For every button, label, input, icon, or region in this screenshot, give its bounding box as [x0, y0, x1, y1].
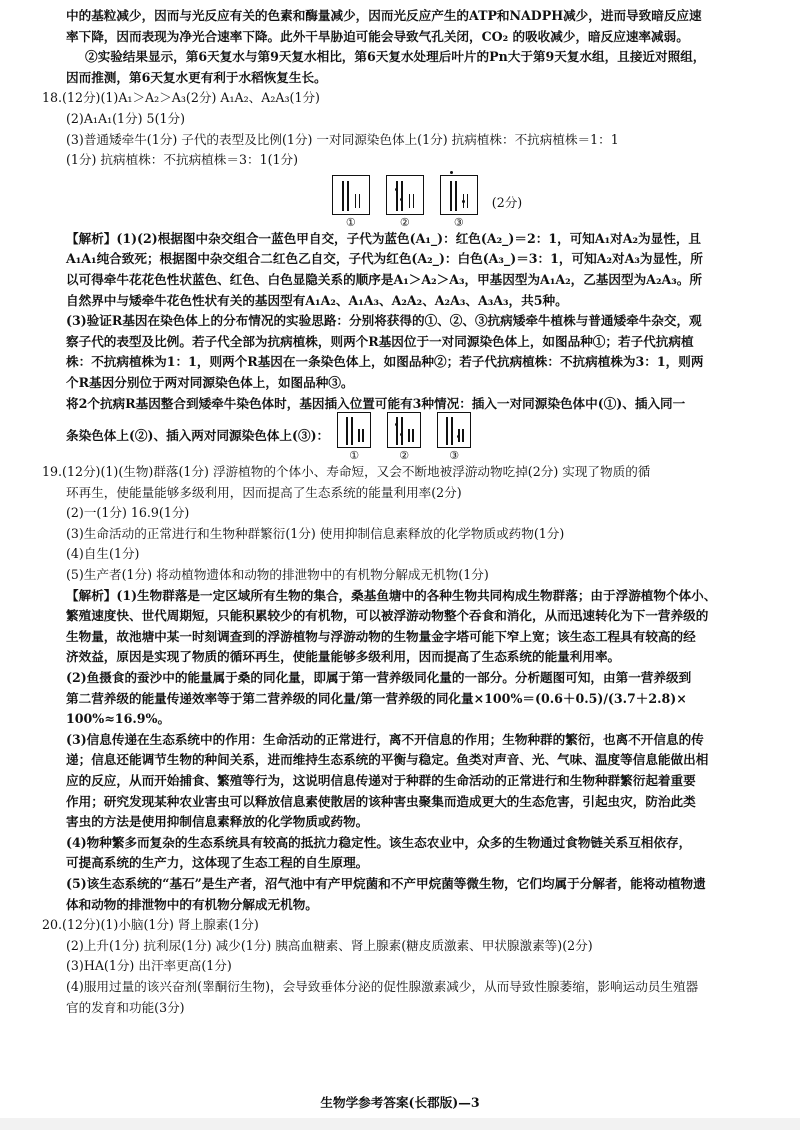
q20-answer-line: (4)服用过量的该兴奋剂(睾酮衍生物)，会导致垂体分泌的促性腺激素减少，从而导致性腺萎缩，影响运动员生殖器	[66, 978, 699, 994]
q18-analysis-line: 自然界中与矮牵牛花色性状有关的基因型有A₁A₂、A₁A₃、A₂A₂、A₂A₃、A₃A₃，共5种。	[66, 292, 568, 308]
q19-analysis-line: 100%≈16.9%。	[66, 711, 171, 727]
diagram-label: ③	[449, 449, 460, 463]
text-line: 因而推测，第6天复水更有利于水稻恢复生长。	[66, 69, 327, 85]
q19-answer-line: 环再生，使能量能够多级利用，因而提高了生态系统的能量利用率(2分)	[66, 484, 462, 500]
q20-answer-line: 20.(12分)(1)小脑(1分) 肾上腺素(1分)	[42, 917, 259, 933]
q19-analysis-line: 生物量，故池塘中某一时刻调查到的浮游植物与浮游动物的生物量金字塔可能下窄上宽；该生态工程具有较高的经	[66, 628, 696, 644]
q18-analysis-line: 【解析】(1)(2)根据图中杂交组合一蓝色甲自交，子代为蓝色(A₁_)：红色(A₂_)＝2：1，可知A₁对A₂为显性，且	[66, 230, 702, 246]
q18-analysis-line: 个R基因分别位于两对同源染色体上，如图品种③。	[66, 374, 354, 390]
diagram-label: ①	[345, 215, 356, 229]
diagram-label: ①	[349, 449, 360, 463]
chromosome-diagram-1	[337, 412, 371, 462]
q19-analysis-line: (5)该生态系统的“基石”是生产者，沼气池中有产甲烷菌和不产甲烷菌等微生物，它们均属于分解者，能将动植物遗	[66, 875, 706, 891]
q19-analysis-line: 作用；研究发现某种农业害虫可以释放信息素使散居的该种害虫聚集而造成更大的生态危害，引起虫灾，防治此类	[66, 793, 696, 809]
q19-answer-line: (2)一(1分) 16.9(1分)	[66, 505, 190, 521]
q19-analysis-line: (3)信息传递在生态系统中的作用：生命活动的正常进行，离不开信息的作用；生物种群的繁衍，也离不开信息的传	[66, 731, 704, 747]
q18-analysis-line: 株：不抗病植株为1：1，则两个R基因在一条染色体上，如图品种②；若子代抗病植株：不抗病植株为3：1，则两	[66, 354, 704, 370]
q19-analysis-line: 第二营养级的能量传递效率等于第二营养级的同化量/第一营养级的同化量×100%＝(0.6＋0.5)/(3.7＋2.8)×	[66, 690, 687, 706]
q19-answer-line: (4)自生(1分)	[66, 546, 140, 562]
q18-answer-line: (1分) 抗病植株：不抗病植株＝3：1(1分)	[66, 152, 299, 168]
q19-analysis-line: 体和动物的排泄物中的有机物分解成无机物。	[66, 896, 318, 912]
q19-analysis-line: 害虫的方法是使用抑制信息素释放的化学物质或药物。	[66, 814, 369, 830]
q18-answer-line: (2)A₁A₁(1分) 5(1分)	[66, 110, 186, 126]
q19-answer-line: (5)生产者(1分) 将动植物遗体和动物的排泄物中的有机物分解成无机物(1分)	[66, 567, 489, 583]
text-line: 中的基粒减少，因而与光反应有关的色素和酶量减少，因而光反应产生的ATP和NADPH减少，进而导致暗反应速	[66, 8, 702, 23]
q19-analysis-line: 递；信息还能调节生物的种间关系，进而维持生态系统的平衡与稳定。鱼类对声音、光、气味、温度等信息能做出相	[66, 752, 709, 768]
chromosome-diagram-2	[387, 412, 421, 462]
q19-analysis-line: 可提高系统的生产力，这体现了生态工程的自生原理。	[66, 855, 369, 871]
q18-chromosome-figure	[66, 171, 740, 229]
diagram-label: ②	[399, 449, 410, 463]
q18-analysis-line: 将2个抗病R基因整合到矮牵牛染色体时，基因插入位置可能有3种情况：插入一对同源染色体中(①)、插入同一	[66, 395, 686, 411]
q19-answer-line: 19.(12分)(1)(生物)群落(1分) 浮游植物的个体小、寿命短，又会不断地被浮游动物吃掉(2分) 实现了物质的循	[42, 464, 651, 480]
q18-analysis-line: 条染色体上(②)、插入两对同源染色体上(③)：	[66, 427, 330, 443]
q18-inline-figure	[66, 414, 740, 462]
figure-score: (2分)	[491, 194, 523, 210]
q19-analysis-line: 【解析】(1)生物群落是一定区域所有生物的集合，桑基鱼塘中的各种生物共同构成生物群落；由于浮游植物个体小、	[66, 587, 717, 603]
q18-answer-line: (3)普通矮牵牛(1分) 子代的表型及比例(1分) 一对同源染色体上(1分) 抗病植株：不抗病植株＝1：1	[66, 131, 619, 147]
diagram-label: ③	[453, 215, 464, 229]
q19-analysis-line: 繁殖速度快、世代周期短，只能积累较少的有机物，可以被浮游动物整个吞食和消化，从而迅速转化为下一营养级的	[66, 608, 709, 624]
bottom-band	[0, 1118, 800, 1130]
chromosome-diagram-2	[386, 175, 424, 229]
page-footer: 生物学参考答案(长郡版)—3	[320, 1095, 480, 1110]
q19-answer-line: (3)生命活动的正常进行和生物种群繁衍(1分) 使用抑制信息素释放的化学物质或药物(1分)	[66, 525, 565, 541]
chromosome-diagram-3	[437, 412, 471, 462]
q18-analysis-line: 察子代的表型及比例。若子代全部为抗病植株，则两个R基因位于一对同源染色体上，如图品种①；若子代抗病植	[66, 333, 694, 349]
q20-answer-line: (2)上升(1分) 抗利尿(1分) 减少(1分) 胰高血糖素、肾上腺素(糖皮质激素、甲状腺激素等)(2分)	[66, 937, 593, 953]
q20-answer-line: (3)HA(1分) 出汗率更高(1分)	[66, 958, 232, 974]
q18-analysis-line: A₁A₁纯合致死；根据图中杂交组合二红色乙自交，子代为红色(A₂_)：白色(A₃_)＝3：1，可知A₂对A₃为显性，所	[66, 251, 703, 267]
q19-analysis-line: 应的反应，从而开始捕食、繁殖等行为，这说明信息传递对于种群的生命活动的正常进行和生物种群繁衍起着重要	[66, 773, 696, 788]
q19-analysis-line: (2)鱼摄食的蚕沙中的能量属于桑的同化量，即属于第一营养级同化量的一部分。分析题图可知，由第一营养级到	[66, 670, 692, 686]
q18-analysis-line: 以可得牵牛花花色性状蓝色、红色、白色显隐关系的顺序是A₁＞A₂＞A₃，甲基因型为A₁A₂，乙基因型为A₂A₃。所	[66, 271, 702, 287]
chromosome-diagram-1	[332, 175, 370, 229]
q20-answer-line: 官的发育和功能(3分)	[66, 999, 185, 1015]
text-line: 率下降，因而表现为净光合速率下降。此外干旱胁迫可能会导致气孔关闭，CO₂ 的吸收减少，暗反应速率减弱。	[66, 28, 689, 44]
q18-answer-line: 18.(12分)(1)A₁＞A₂＞A₃(2分) A₁A₂、A₂A₃(1分)	[42, 90, 320, 106]
q19-analysis-line: 济效益，原因是实现了物质的循环再生，使能量能够多级利用，因而提高了生态系统的能量利用率。	[66, 649, 621, 665]
q18-analysis-line: (3)验证R基因在染色体上的分布情况的实验思路：分别将获得的①、②、③抗病矮牵牛植株与普通矮牵牛杂交，观	[66, 313, 702, 329]
text-line: ②实验结果显示，第6天复水与第9天复水相比，第6天复水处理后叶片的Pn大于第9天复水组，且接近对照组，	[85, 49, 706, 65]
chromosome-diagram-3	[440, 175, 478, 229]
q19-analysis-line: (4)物种繁多而复杂的生态系统具有较高的抵抗力稳定性。该生态农业中，众多的生物通过食物链关系互相依存，	[66, 834, 692, 850]
diagram-label: ②	[399, 215, 410, 229]
